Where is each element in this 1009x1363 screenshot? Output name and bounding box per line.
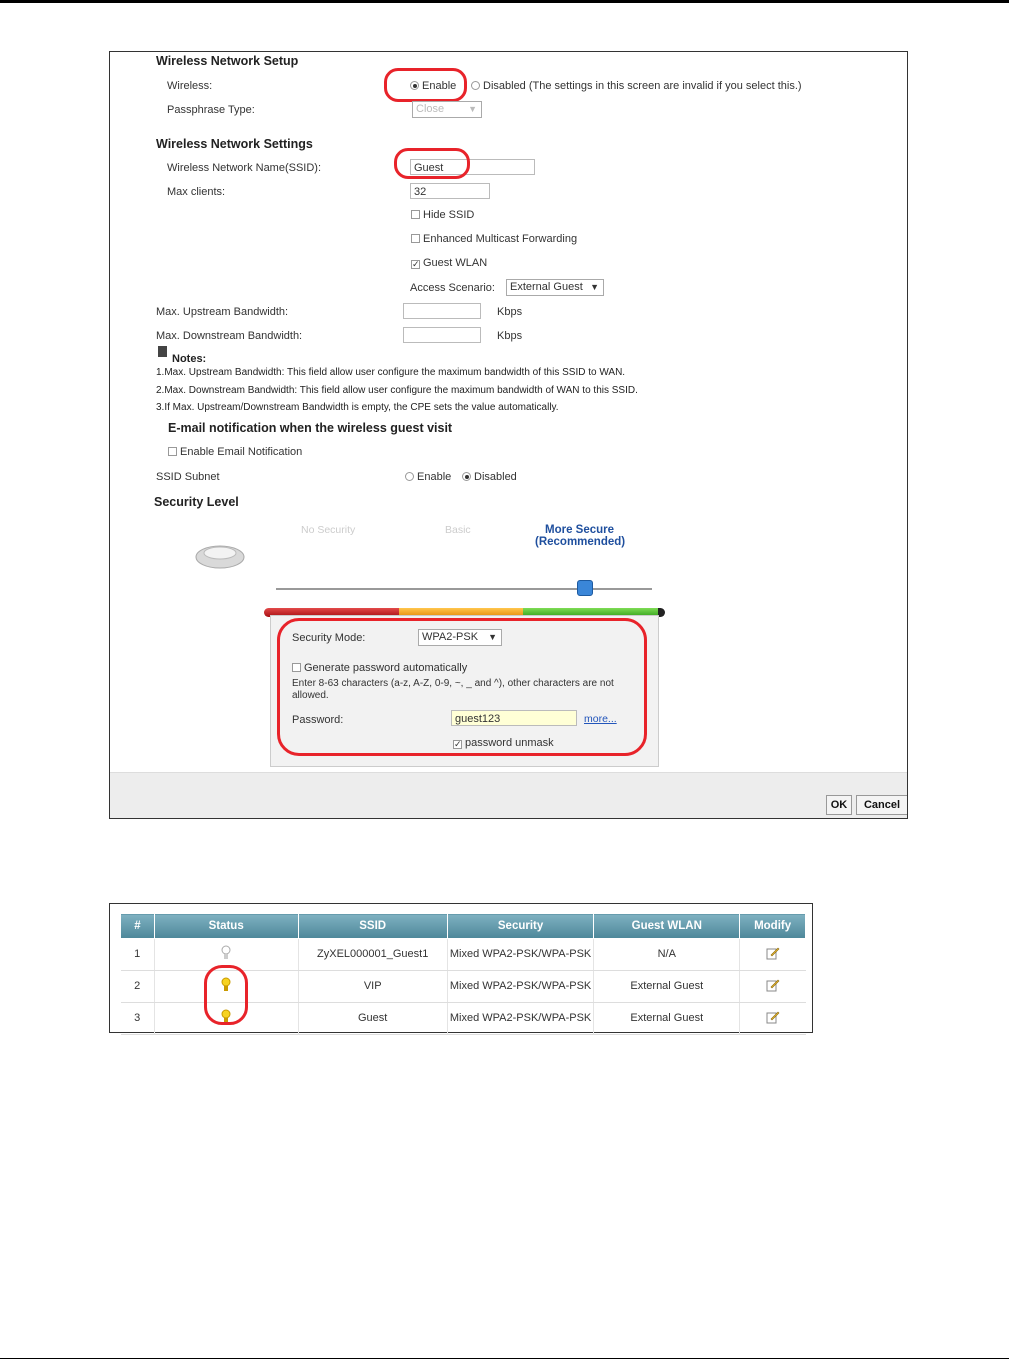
disable-radio-label: Disabled (The settings in this screen are invalid if you select this.) bbox=[483, 80, 802, 92]
access-scenario-value: External Guest bbox=[510, 281, 583, 293]
passphrase-select[interactable] bbox=[412, 101, 482, 118]
email-checkbox[interactable] bbox=[168, 447, 177, 456]
passphrase-value: Close bbox=[416, 103, 445, 115]
subnet-disable-radio[interactable] bbox=[462, 472, 471, 481]
cancel-button[interactable]: Cancel bbox=[856, 795, 908, 815]
row-status bbox=[154, 971, 298, 1003]
email-option[interactable] bbox=[168, 446, 302, 458]
passphrase-label: Passphrase Type: bbox=[167, 104, 255, 116]
upstream-input[interactable] bbox=[403, 303, 481, 319]
row-status bbox=[154, 1003, 298, 1035]
level-basic: Basic bbox=[445, 524, 471, 536]
header-num: # bbox=[121, 914, 155, 939]
lightbulb-off-icon bbox=[221, 945, 231, 961]
downstream-label: Max. Downstream Bandwidth: bbox=[156, 330, 303, 342]
wireless-disable-option[interactable] bbox=[471, 80, 802, 92]
row-num: 1 bbox=[121, 939, 155, 971]
generate-checkbox[interactable] bbox=[292, 663, 301, 672]
row-ssid: VIP bbox=[298, 971, 447, 1003]
level-recommended: (Recommended) bbox=[535, 536, 626, 548]
guest-wlan-label: Guest WLAN bbox=[423, 257, 488, 269]
max-clients-label: Max clients: bbox=[167, 186, 226, 198]
note-2: 2.Max. Downstream Bandwidth: This field allow user configure the maximum bandwidth of WAN to this SSID. bbox=[156, 385, 638, 396]
edit-icon[interactable] bbox=[766, 1010, 780, 1024]
level-no-security: No Security bbox=[301, 524, 356, 536]
row-ssid: ZyXEL000001_Guest1 bbox=[298, 939, 447, 971]
hide-ssid-option[interactable] bbox=[411, 209, 474, 221]
downstream-input[interactable] bbox=[403, 327, 481, 343]
row-num: 2 bbox=[121, 971, 155, 1003]
lightbulb-on-icon bbox=[221, 977, 231, 993]
table-row bbox=[121, 939, 806, 971]
router-icon bbox=[194, 541, 246, 571]
header-status: Status bbox=[154, 914, 298, 939]
subnet-enable-label: Enable bbox=[417, 471, 452, 483]
downstream-unit: Kbps bbox=[497, 330, 523, 342]
email-label: Enable Email Notification bbox=[180, 446, 303, 458]
table-row bbox=[121, 971, 806, 1003]
subnet-enable-option[interactable] bbox=[405, 471, 451, 483]
row-modify[interactable] bbox=[740, 1003, 806, 1035]
email-title: E-mail notification when the wireless guest visit bbox=[168, 421, 453, 435]
wireless-guest-screen bbox=[109, 51, 908, 819]
enable-radio-label: Enable bbox=[422, 80, 457, 92]
chevron-down-icon: ▼ bbox=[468, 104, 477, 114]
level-more-secure: More Secure bbox=[545, 524, 615, 536]
footer-bar bbox=[110, 772, 907, 819]
chevron-down-icon: ▼ bbox=[488, 632, 497, 642]
notes-title: Notes: bbox=[172, 353, 207, 365]
row-num: 3 bbox=[121, 1003, 155, 1035]
row-guest-wlan: External Guest bbox=[594, 971, 740, 1003]
guest-wlan-table bbox=[120, 913, 806, 1035]
ok-button[interactable]: OK bbox=[826, 795, 852, 815]
hide-ssid-label: Hide SSID bbox=[423, 209, 475, 221]
password-input[interactable]: guest123 bbox=[451, 710, 577, 726]
row-modify[interactable] bbox=[740, 971, 806, 1003]
unmask-label: password unmask bbox=[465, 737, 554, 749]
guest-wlan-option[interactable] bbox=[411, 257, 487, 269]
guest-wlan-table-screen bbox=[109, 903, 813, 1033]
wireless-label: Wireless: bbox=[167, 80, 213, 92]
security-mode-label: Security Mode: bbox=[292, 632, 366, 644]
access-scenario-select[interactable] bbox=[506, 279, 604, 296]
max-clients-input[interactable]: 32 bbox=[410, 183, 490, 199]
upstream-label: Max. Upstream Bandwidth: bbox=[156, 306, 289, 318]
generate-label: Generate password automatically bbox=[304, 662, 468, 674]
security-mode-value: WPA2-PSK bbox=[422, 631, 479, 643]
ssid-input[interactable]: Guest bbox=[410, 159, 535, 175]
multicast-checkbox[interactable] bbox=[411, 234, 420, 243]
network-settings-title: Wireless Network Settings bbox=[156, 137, 313, 151]
note-icon bbox=[158, 346, 167, 357]
subnet-disable-option[interactable] bbox=[462, 471, 517, 483]
chevron-down-icon: ▼ bbox=[590, 282, 599, 292]
row-security: Mixed WPA2-PSK/WPA-PSK bbox=[447, 1003, 594, 1035]
access-scenario-label: Access Scenario: bbox=[410, 282, 495, 294]
row-guest-wlan: External Guest bbox=[594, 1003, 740, 1035]
unmask-option[interactable] bbox=[453, 737, 554, 749]
row-status bbox=[154, 939, 298, 971]
row-guest-wlan: N/A bbox=[594, 939, 740, 971]
edit-icon[interactable] bbox=[766, 946, 780, 960]
password-label: Password: bbox=[292, 714, 344, 726]
multicast-option[interactable] bbox=[411, 233, 577, 245]
wireless-setup-title: Wireless Network Setup bbox=[156, 54, 299, 68]
note-1: 1.Max. Upstream Bandwidth: This field allow user configure the maximum bandwidth of this SSID to WAN. bbox=[156, 367, 626, 378]
disable-radio[interactable] bbox=[471, 81, 480, 90]
subnet-label: SSID Subnet bbox=[156, 471, 220, 483]
multicast-label: Enhanced Multicast Forwarding bbox=[423, 233, 578, 245]
security-mode-select[interactable] bbox=[418, 629, 502, 646]
hide-ssid-checkbox[interactable] bbox=[411, 210, 420, 219]
note-3: 3.If Max. Upstream/Downstream Bandwidth is empty, the CPE sets the value automatically. bbox=[156, 402, 559, 413]
guest-wlan-checkbox[interactable]: ✓ bbox=[412, 259, 420, 269]
security-slider-track[interactable] bbox=[276, 588, 652, 590]
wireless-enable-option[interactable] bbox=[410, 80, 456, 92]
edit-icon[interactable] bbox=[766, 978, 780, 992]
subnet-enable-radio[interactable] bbox=[405, 472, 414, 481]
header-guest-wlan: Guest WLAN bbox=[594, 914, 740, 939]
security-bar-end bbox=[658, 608, 665, 617]
password-hint: Enter 8-63 characters (a-z, A-Z, 0-9, ~, _ and ^), other characters are not allowed. bbox=[292, 678, 614, 701]
table-row bbox=[121, 1003, 806, 1035]
header-modify: Modify bbox=[740, 914, 806, 939]
generate-option[interactable] bbox=[292, 662, 467, 674]
header-security: Security bbox=[447, 914, 594, 939]
row-ssid: Guest bbox=[298, 1003, 447, 1035]
row-security: Mixed WPA2-PSK/WPA-PSK bbox=[447, 971, 594, 1003]
security-level-title: Security Level bbox=[154, 495, 239, 509]
ssid-label: Wireless Network Name(SSID): bbox=[167, 162, 322, 174]
table-header-row bbox=[121, 914, 806, 939]
row-modify[interactable] bbox=[740, 939, 806, 971]
header-ssid: SSID bbox=[298, 914, 447, 939]
enable-radio[interactable] bbox=[410, 81, 419, 90]
lightbulb-on-icon bbox=[221, 1009, 231, 1025]
more-link[interactable]: more... bbox=[584, 713, 617, 725]
upstream-unit: Kbps bbox=[497, 306, 523, 318]
page-top-rule bbox=[0, 0, 1009, 3]
subnet-disable-label: Disabled bbox=[474, 471, 517, 483]
unmask-checkbox[interactable]: ✓ bbox=[454, 739, 462, 749]
row-security: Mixed WPA2-PSK/WPA-PSK bbox=[447, 939, 594, 971]
security-slider-handle[interactable] bbox=[577, 580, 593, 596]
page-bottom-rule bbox=[0, 1358, 1009, 1359]
